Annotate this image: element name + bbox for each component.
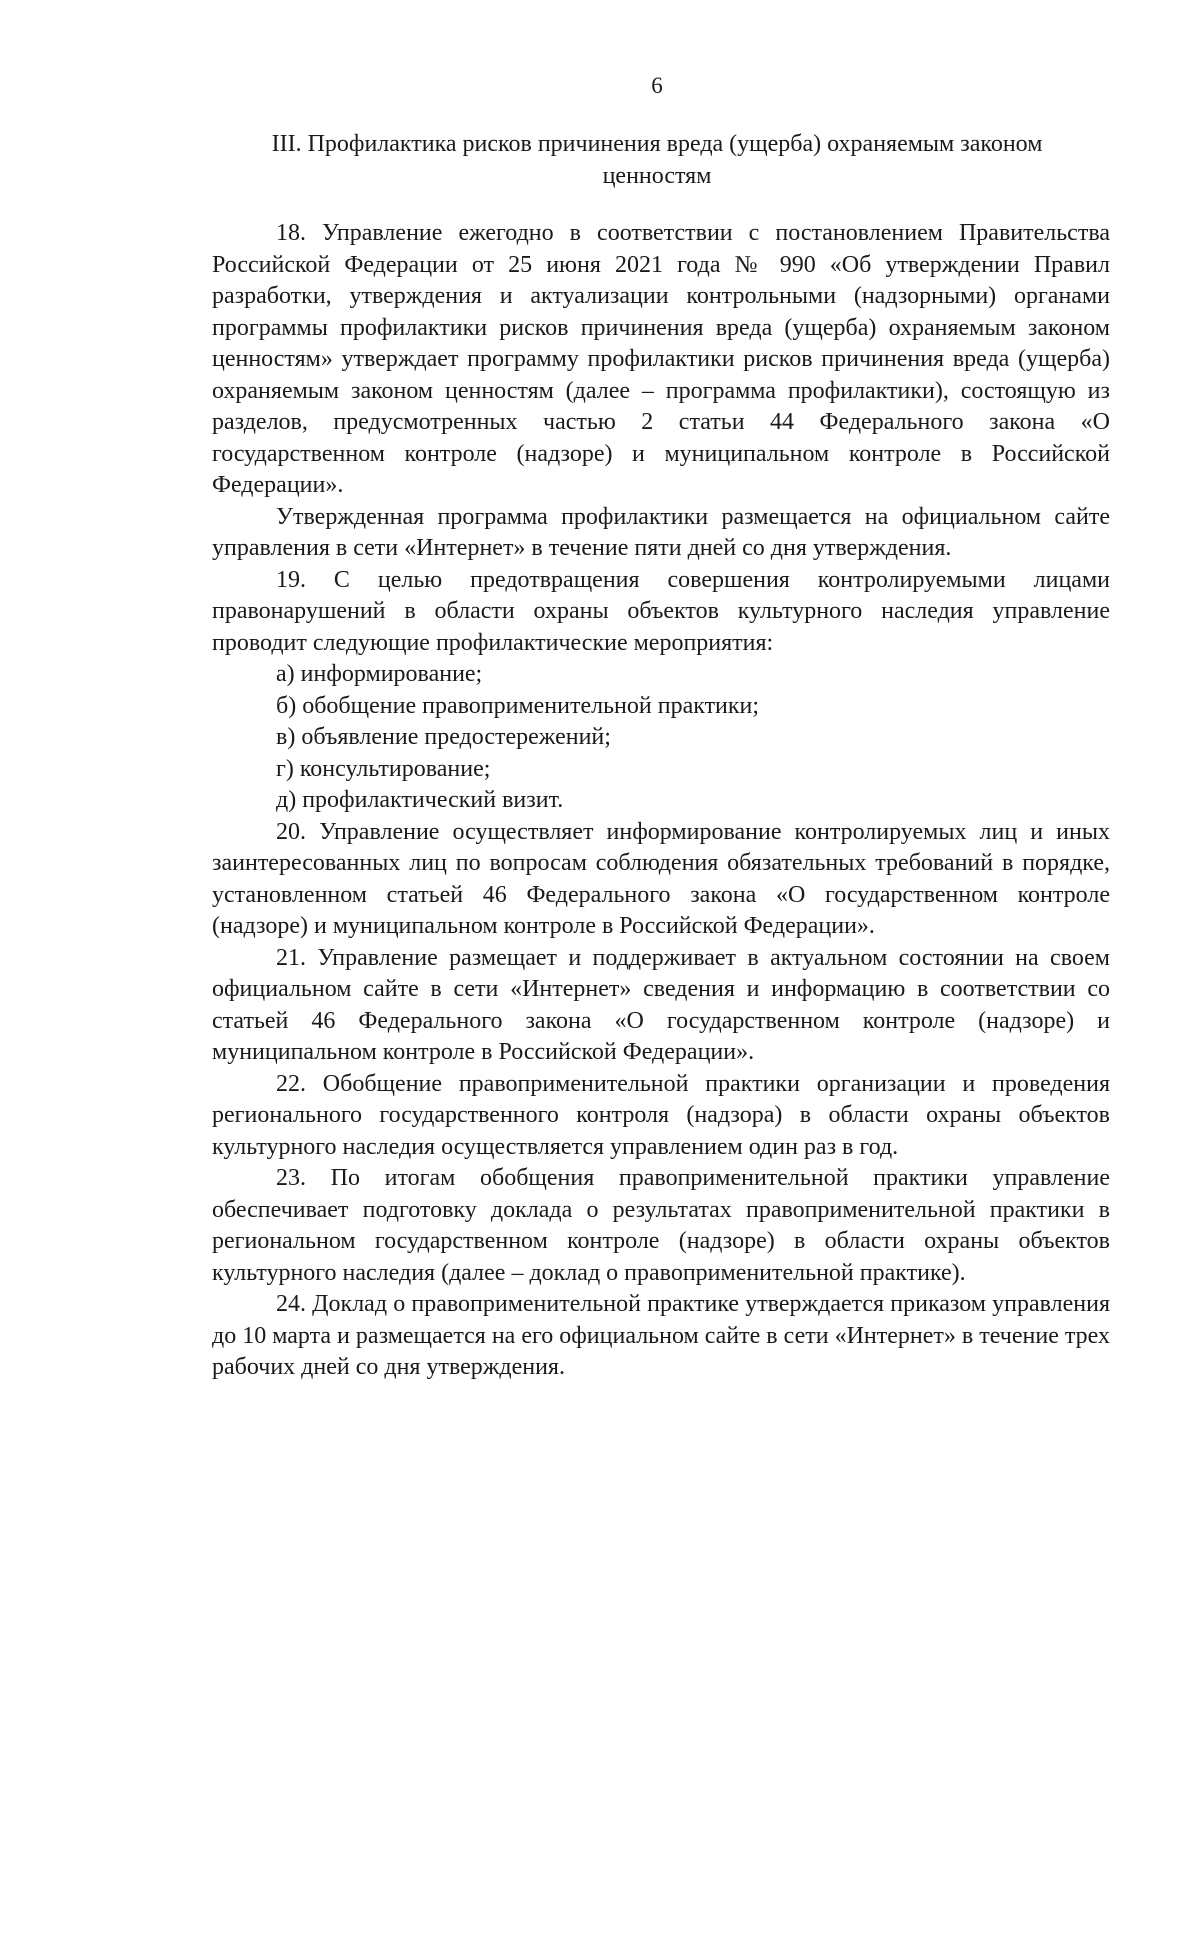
paragraph-18: 18. Управление ежегодно в соответствии с постановлением Правительства Российской Федерации от 25 июня 2021 года № 990 «Об утверждении Правил разработки, утверждения и актуализации контрольными (надзорными) органами программы профилактики рисков причинения вреда (ущерба) охраняемым законом ценностям» утверждает программу профилактики рисков причинения вреда (ущерба) охраняемым законом ценностям (далее – программа профилактики), состоящую из разделов, предусмотренных частью 2 статьи 44 Федерального закона «О государственном контроле (надзоре) и муниципальном контроле в Российской Федерации». — [212, 220, 1110, 498]
document-body — [212, 218, 1110, 1384]
section-title-line-2: ценностям — [602, 163, 712, 189]
paragraph-20: 20. Управление осуществляет информирование контролируемых лиц и иных заинтересованных лиц по вопросам соблюдения обязательных требований в порядке, установленном статьей 46 Федерального закона «О государственном контроле (надзоре) и муниципальном контроле в Российской Федерации». — [212, 818, 1110, 939]
paragraph-21: 21. Управление размещает и поддерживает в актуальном состоянии на своем официальном сайте в сети «Интернет» сведения и информацию в соответствии со статьей 46 Федерального закона «О государственном контроле (надзоре) и муниципальном контроле в Российской Федерации». — [212, 944, 1110, 1065]
paragraph-19: 19. С целью предотвращения совершения контролируемыми лицами правонарушений в области охраны объектов культурного наследия управление проводит следующие профилактические мероприятия: — [212, 566, 1110, 656]
list-item-e: д) профилактический визит. — [276, 787, 564, 813]
list-item-c: в) объявление предостережений; — [276, 724, 611, 750]
paragraph-23: 23. По итогам обобщения правоприменительной практики управление обеспечивает подготовку доклада о результатах правоприменительной практики в региональном государственном контроле (надзоре) в области охраны объектов культурного наследия (далее – доклад о правоприменительной практике). — [212, 1165, 1110, 1286]
paragraph-24: 24. Доклад о правоприменительной практике утверждается приказом управления до 10 марта и размещается на его официальном сайте в сети «Интернет» в течение трех рабочих дней со дня утверждения. — [212, 1291, 1110, 1380]
list-item-d: г) консультирование; — [276, 755, 491, 782]
list-item-a: а) информирование; — [276, 661, 483, 687]
section-title-line-1: III. Профилактика рисков причинения вреда (ущерба) охраняемым законом — [271, 131, 1043, 157]
section-title — [200, 128, 1114, 192]
paragraph-18-continuation: Утвержденная программа профилактики размещается на официальном сайте управления в сети «Интернет» в течение пяти дней со дня утверждения. — [212, 503, 1110, 561]
page-number: 6 — [651, 73, 663, 98]
list-item-b: б) обобщение правоприменительной практики; — [276, 692, 760, 719]
paragraph-22: 22. Обобщение правоприменительной практики организации и проведения регионального государственного контроля (надзора) в области охраны объектов культурного наследия осуществляется управлением один раз в год. — [212, 1070, 1110, 1160]
